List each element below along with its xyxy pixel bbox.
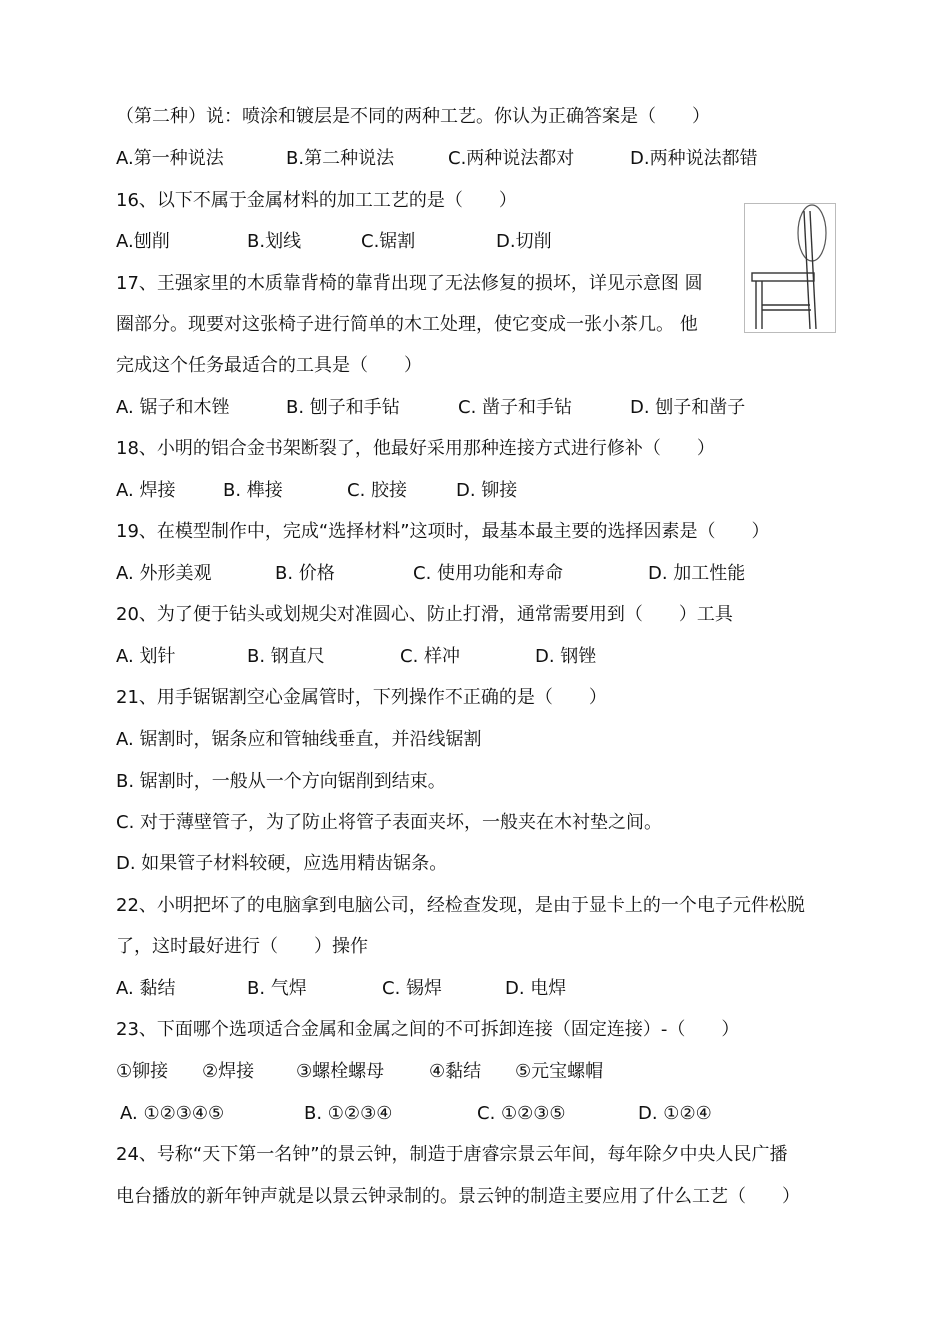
option-c: C. 凿子和手钻 (458, 397, 573, 418)
question-17-stem-line3: 完成这个任务最适合的工具是（ ） (116, 355, 422, 376)
question-19-options (116, 562, 876, 586)
option-d: D.两种说法都错 (630, 148, 758, 169)
option-c: C. 样冲 (400, 646, 461, 667)
question-19-stem: 19、在模型制作中，完成“选择材料”这项时，最基本最主要的选择因素是（ ） (116, 521, 770, 542)
option-d: D.切削 (496, 231, 552, 252)
option-a: A. 划针 (116, 646, 176, 667)
option-d: D. 加工性能 (648, 563, 746, 584)
chair-diagram (744, 203, 836, 333)
item-5: ⑤元宝螺帽 (515, 1061, 604, 1082)
item-4: ④黏结 (429, 1061, 482, 1082)
option-d: D. 电焊 (505, 978, 567, 999)
option-a: A. 外形美观 (116, 563, 212, 584)
option-c: C. 使用功能和寿命 (413, 563, 564, 584)
option-c: C.锯割 (361, 231, 416, 252)
question-23-items (116, 1060, 876, 1084)
option-b: B. 刨子和手钻 (286, 397, 400, 418)
question-18-stem: 18、小明的铝合金书架断裂了，他最好采用那种连接方式进行修补（ ） (116, 438, 715, 459)
question-24-stem-line2: 电台播放的新年钟声就是以景云钟录制的。景云钟的制造主要应用了什么工艺（ ） (116, 1186, 800, 1207)
question-16-stem: 16、以下不属于金属材料的加工工艺的是（ ） (116, 190, 517, 211)
option-b: B.划线 (247, 231, 302, 252)
option-b: B. ①②③④ (304, 1103, 393, 1124)
question-22-options (116, 977, 876, 1001)
question-21-option-d: D. 如果管子材料较硬，应选用精齿锯条。 (116, 853, 448, 874)
option-d: D. 钢锉 (535, 646, 597, 667)
question-17-options (116, 396, 876, 420)
option-b: B. 钢直尺 (247, 646, 325, 667)
question-18-options (116, 479, 876, 503)
question-23-options (116, 1102, 876, 1126)
question-21-option-a: A. 锯割时，锯条应和管轴线垂直，并沿线锯割 (116, 729, 482, 750)
option-d: D. 刨子和凿子 (630, 397, 746, 418)
question-17-stem-line1: 17、王强家里的木质靠背椅的靠背出现了无法修复的损坏，详见示意图 圆 (116, 273, 703, 294)
question-20-options (116, 645, 876, 669)
question-15-options (116, 147, 876, 171)
option-b: B. 价格 (275, 563, 335, 584)
option-a: A. 黏结 (116, 978, 176, 999)
question-21-option-c: C. 对于薄壁管子，为了防止将管子表面夹坏，一般夹在木衬垫之间。 (116, 812, 663, 833)
option-a: A. ①②③④⑤ (120, 1103, 225, 1124)
item-2: ②焊接 (202, 1061, 255, 1082)
question-22-stem-line1: 22、小明把坏了的电脑拿到电脑公司，经检查发现，是由于显卡上的一个电子元件松脱 (116, 895, 805, 916)
option-b: B. 榫接 (223, 480, 283, 501)
option-c: C. ①②③⑤ (477, 1103, 566, 1124)
option-a: A. 焊接 (116, 480, 176, 501)
question-22-stem-line2: 了，这时最好进行（ ）操作 (116, 936, 368, 957)
option-d: D. ①②④ (638, 1103, 712, 1124)
question-20-stem: 20、为了便于钻头或划规尖对准圆心、防止打滑，通常需要用到（ ）工具 (116, 604, 733, 625)
question-23-stem: 23、下面哪个选项适合金属和金属之间的不可拆卸连接（固定连接）-（ ） (116, 1019, 740, 1040)
question-21-stem: 21、用手锯锯割空心金属管时，下列操作不正确的是（ ） (116, 687, 607, 708)
option-a: A. 锯子和木锉 (116, 397, 230, 418)
option-a: A.刨削 (116, 231, 170, 252)
item-3: ③螺栓螺母 (296, 1061, 385, 1082)
item-1: ①铆接 (116, 1061, 169, 1082)
option-b: B.第二种说法 (286, 148, 395, 169)
option-b: B. 气焊 (247, 978, 307, 999)
question-24-stem-line1: 24、号称“天下第一名钟”的景云钟，制造于唐睿宗景云年间，每年除夕中央人民广播 (116, 1144, 788, 1165)
option-c: C. 锡焊 (382, 978, 443, 999)
question-21-option-b: B. 锯割时，一般从一个方向锯削到结束。 (116, 771, 446, 792)
question-17-stem-line2: 圈部分。现要对这张椅子进行简单的木工处理，使它变成一张小茶几。 他 (116, 314, 698, 335)
option-a: A.第一种说法 (116, 148, 224, 169)
option-c: C.两种说法都对 (448, 148, 575, 169)
option-d: D. 铆接 (456, 480, 518, 501)
option-c: C. 胶接 (347, 480, 408, 501)
question-15-stem: （第二种）说：喷涂和镀层是不同的两种工艺。你认为正确答案是（ ） (116, 106, 710, 127)
